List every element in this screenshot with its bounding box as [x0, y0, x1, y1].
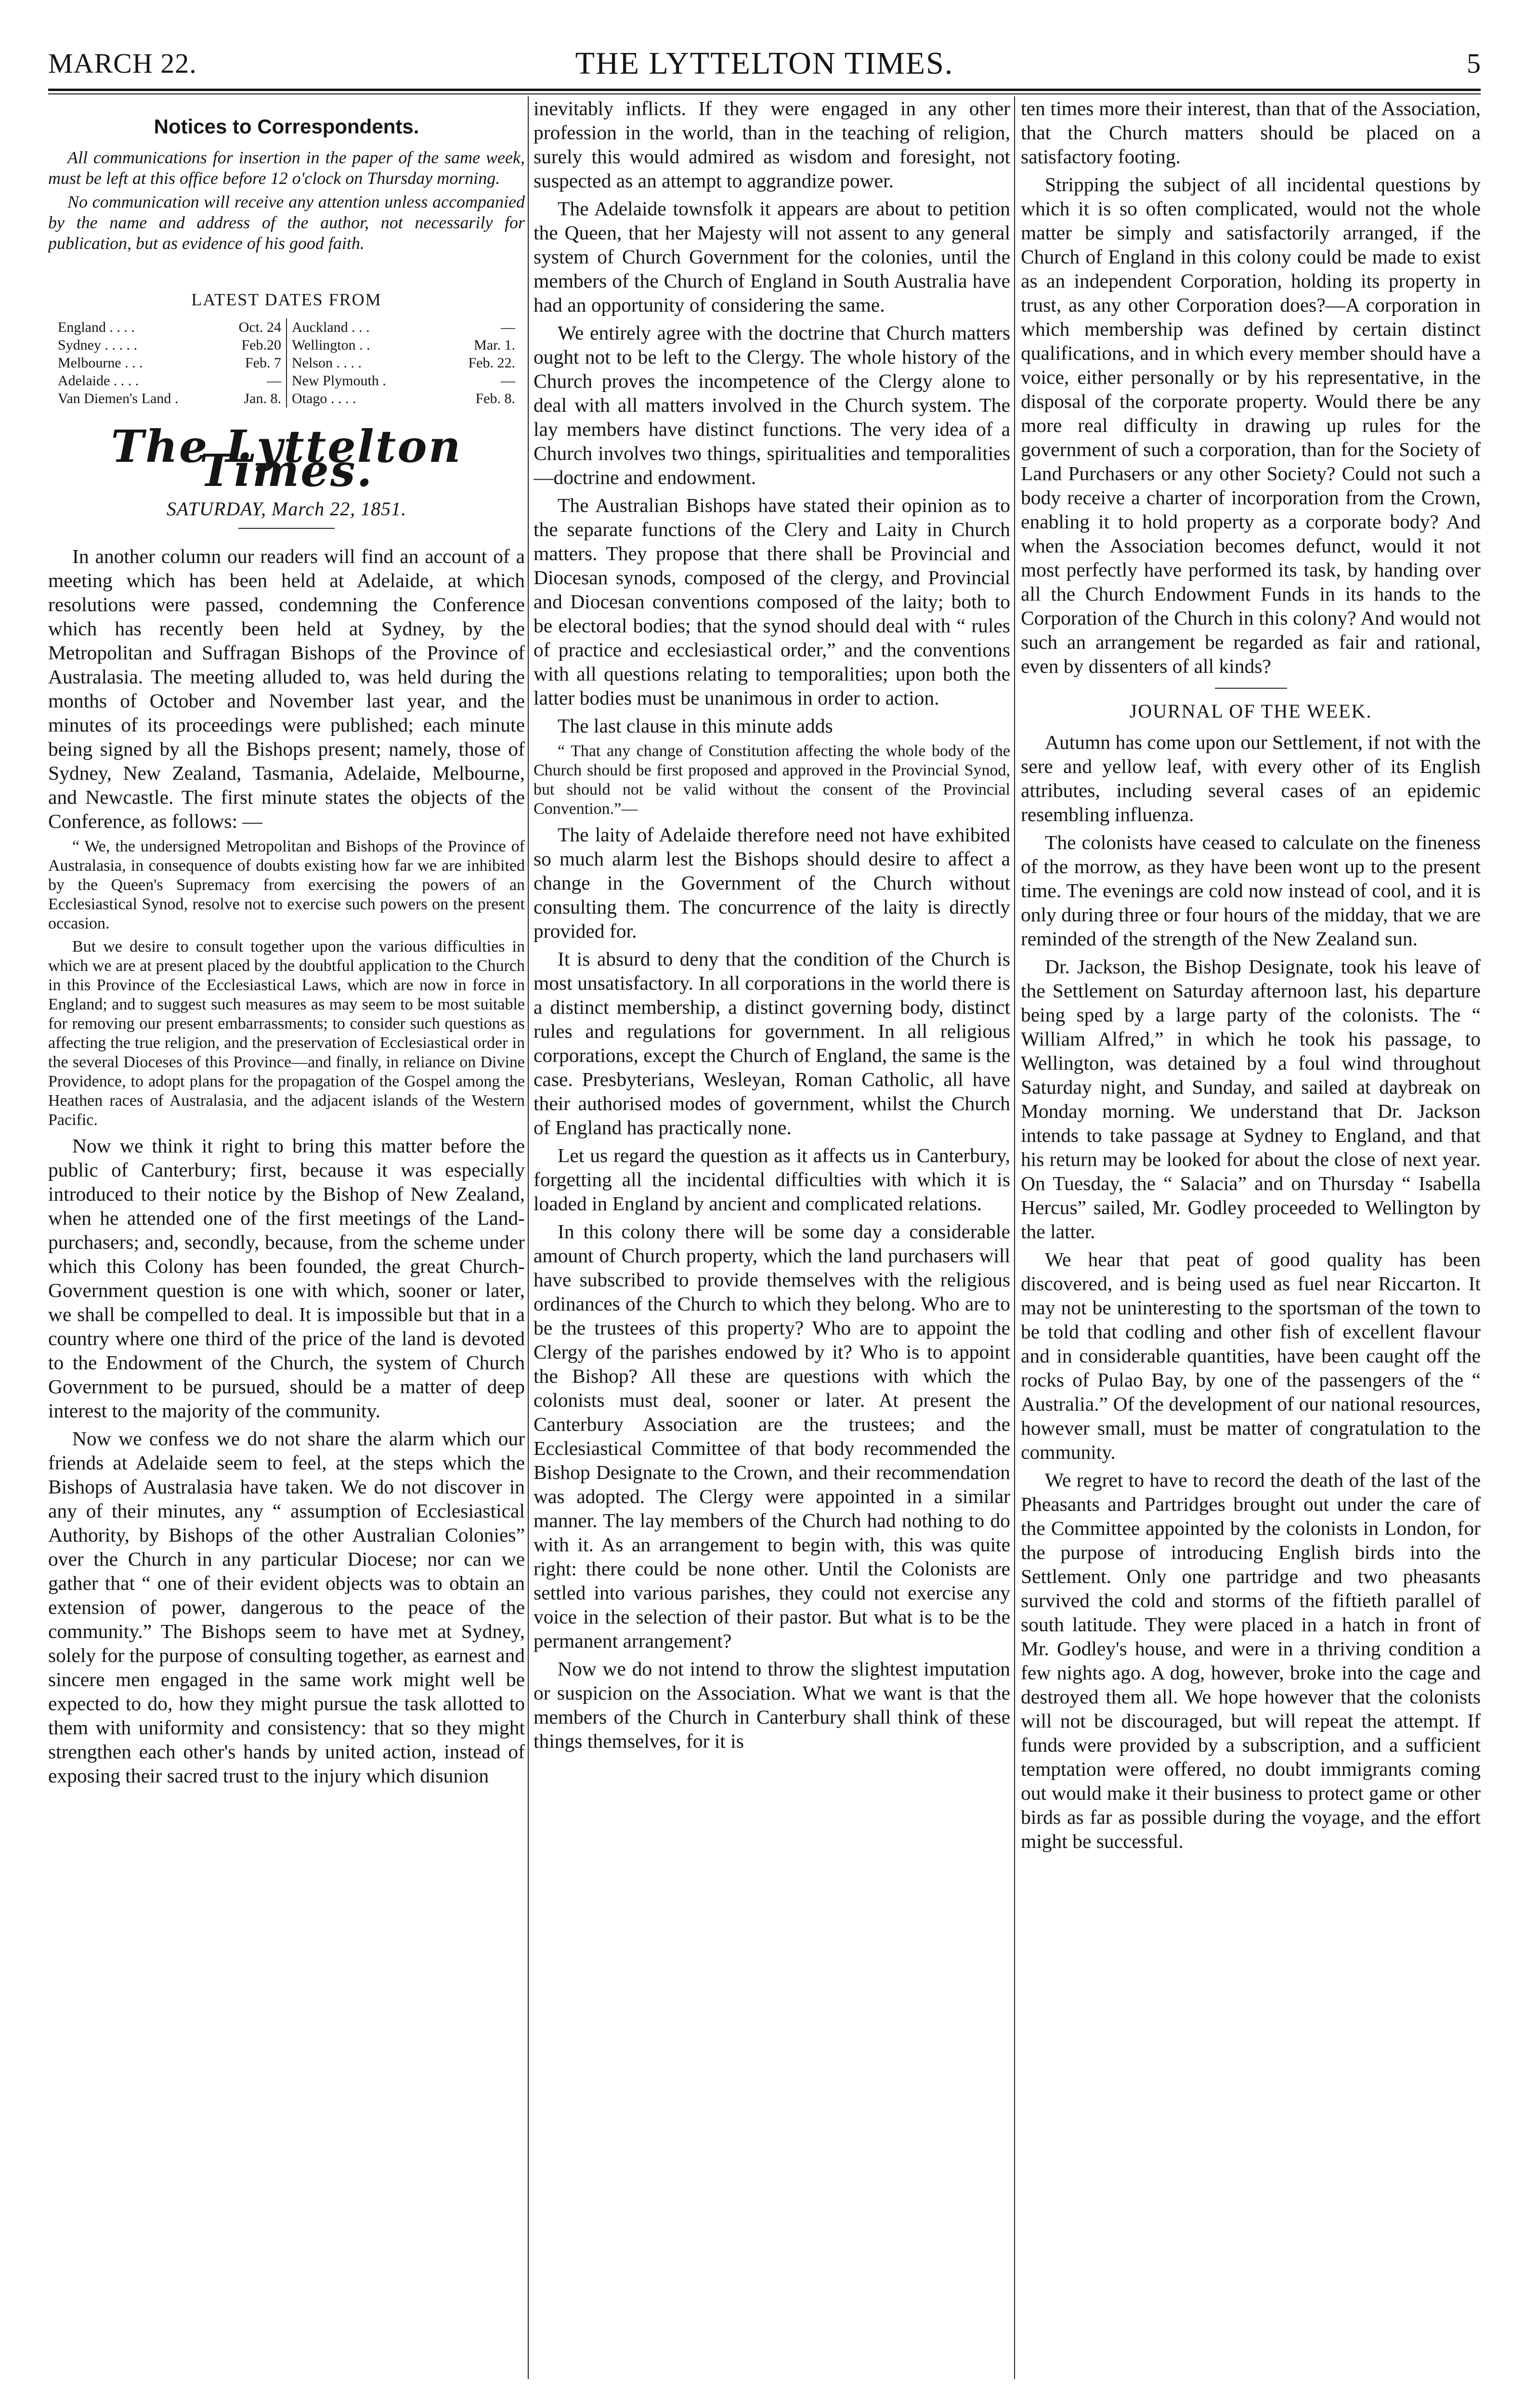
column-2-body — [534, 96, 1010, 1753]
latest-dates-row — [292, 318, 515, 336]
article-paragraph: The Adelaide townsfolk it appears are about to petition the Queen, that her Majesty will not assent to any general system of Church Government for the colonies, until the members of the Church of England in South Australia have had an opportunity of considering the same. — [534, 197, 1010, 316]
latest-dates-place: England . . . . — [58, 319, 135, 335]
latest-dates-right — [287, 318, 515, 407]
latest-dates-place: Van Diemen's Land . — [58, 391, 179, 406]
latest-dates-row — [58, 390, 281, 407]
article-paragraph: We entirely agree with the doctrine that Church matters ought not to be left to the Clergy. The whole history of the Church proves the incompetence of the Clergy alone to deal with all matters involved in the Church system. The lay members have distinct functions. The very idea of a Church involves two things, spiritualities and temporalities—doctrine and endowment. — [534, 322, 1010, 488]
article-paragraph: Now we do not intend to throw the slightest imputation or suspicion on the Association. What we want is that the members of the Church in Canterbury shall think of these things themselves, for it is — [534, 1658, 1010, 1752]
latest-dates-row — [292, 336, 515, 354]
article-paragraph: The Australian Bishops have stated their opinion as to the separate functions of the Clery and Laity in Church matters. They propose that there shall be Provincial and Diocesan synods, composed of the clergy, and Provincial and Diocesan conventions composed of the laity; both to be electoral bodies; that the synod should deal with “ rules of practice and ecclesiastical order,” and the conventions with all questions relating to temporalities; upon both the latter bodies must be unanimous in order to action. — [534, 494, 1010, 709]
column-2 — [534, 96, 1010, 2379]
latest-dates-heading: LATEST DATES FROM — [191, 290, 382, 309]
article-paragraph: inevitably inflicts. If they were engaged in any other profession in the world, than in the teaching of religion, surely this would admired as wisdom and foresight, not suspected as an attempt to aggrandize power. — [534, 97, 1010, 192]
masthead — [48, 41, 1481, 85]
article-paragraph: Dr. Jackson, the Bishop Designate, took his leave of the Settlement on Saturday afternoon last, his departure being sped by a large party of the colonists. The “ William Alfred,” in which he took his passage, to Wellington, was detained by a foul wind throughout Saturday night, and Sunday, and sailed at daybreak on Monday morning. We understand that Dr. Jackson intends to take passage at Sydney to England, and that his return may be looked for about the close of next year. On Tuesday, the “ Salacia” and on Thursday “ Isabella Hercus” sailed, Mr. Godley proceeded to Wellington by the latter. — [1021, 955, 1481, 1243]
quoted-minute: “ We, the undersigned Metropolitan and Bishops of the Province of Australasia, in consequence of doubts existing how far we are inhibited by the Queen's Supremacy from exercising the powers of an Ecclesiastical Synod, resolve not to exercise such powers on the present occasion. — [48, 838, 525, 932]
latest-dates-row — [292, 354, 515, 372]
article-paragraph: Now we confess we do not share the alarm which our friends at Adelaide seem to feel, at the steps which the Bishops of Australasia have taken. We do not discover in any of their minutes, any “ assumption of Ecclesiastical Authority, by Bishops of the other Australian Colonies” over the Church in any particular Diocese; nor can we gather that “ one of their evident objects was to obtain an extension of power, dangerous to the peace of the community.” The Bishops seem to have met at Sydney, solely for the purpose of consulting together, as earnest and sincere men engaged in the same work might well be expected to do, how they might pursue the task allotted to them with uniformity and consistency: that so they might strengthen each other's hands by united action, instead of exposing their sacred trust to the injury which disunion — [48, 1427, 525, 1787]
latest-dates-place: Auckland . . . — [292, 319, 370, 335]
paper-title: The Lyttelton Times. — [111, 420, 462, 497]
column-3 — [1021, 96, 1481, 2379]
article-paragraph: Autumn has come upon our Settlement, if not with the sere and yellow leaf, with every other of its English attributes, including several cases of an epidemic resembling influenza. — [1021, 731, 1481, 825]
latest-dates-place: Melbourne . . . — [58, 355, 143, 371]
latest-dates-date: — — [501, 319, 515, 335]
article-paragraph: Let us regard the question as it affects us in Canterbury, forgetting all the incidental difficulties with which it is loaded in England by ancient and complicated relations. — [534, 1144, 1010, 1215]
quoted-minute: But we desire to consult together upon the various difficulties in which we are at present placed by the doubtful application to the Church in this Province of the Ecclesiastical Laws, which are now in force in England; and to suggest such measures as may seem to be most suitable for removing our present embarrassments; to consider such questions as affecting the true religion, and the preservation of Ecclesiastical order in the several Dioceses of this Province—and finally, in reliance on Divine Providence, to adopt plans for the propagation of the Gospel among the Heathen races of Australasia, and the adjacent islands of the Western Pacific. — [48, 938, 525, 1129]
notices-heading: Notices to Correspondents. — [154, 115, 419, 138]
dateline: SATURDAY, March 22, 1851. — [166, 498, 407, 520]
column-1-body — [48, 544, 525, 1788]
notice-paragraph: All communications for insertion in the paper of the same week, must be left at this office before 12 o'clock on Thursday morning. — [48, 148, 525, 188]
latest-dates-date: Mar. 1. — [474, 337, 515, 353]
dateline-rule — [238, 528, 335, 529]
masthead-rule-thick — [48, 89, 1481, 91]
column-3-body — [1021, 96, 1481, 1853]
article-paragraph: Now we think it right to bring this matter before the public of Canterbury; first, because it was especially introduced to their notice by the Bishop of New Zealand, when he attended one of the first meetings of the Land-purchasers; and, secondly, because, from the scheme under which this Colony has been founded, the great Church-Government question is one with which, sooner or later, we shall be compelled to deal. It is impossible but that in a country where one third of the price of the land is devoted to the Endowment of the Church, the system of Church Government to be pursued, should be a matter of deep interest to the majority of the community. — [48, 1135, 525, 1422]
column-1 — [48, 96, 525, 2379]
article-paragraph: In this colony there will be some day a considerable amount of Church property, which the land purchasers will have subscribed to provide themselves with the religious ordinances of the Church to which they belong. Who are to be the trustees of this property? Who are to appoint the Clergy of the parishes endowed by it? Who is to appoint the Bishop? All these are questions with which the colonists must deal, sooner or later. At present the Canterbury Association are the trustees; and the Ecclesiastical Committee of that body recommended the Bishop Designate to the Crown, and their recommendation was adopted. The Clergy were appointed in a similar manner. The lay members of the Church had nothing to do with it. As an arrangement to begin with, this was quite right: there could be none other. Until the Colonists are settled into various parishes, they could not exercise any voice in the selection of their pastor. But what is to be the permanent arrangement? — [534, 1220, 1010, 1652]
latest-dates-row — [58, 372, 281, 390]
column-divider-1 — [528, 96, 529, 2379]
article-paragraph: It is absurd to deny that the condition of the Church is most unsatisfactory. In all corporations in the world there is a distinct membership, a distinct governing body, distinct rules and regulations for government. In all religious corporations, except the Church of England, the same is the case. Presbyterians, Wesleyan, Roman Catholic, all have their authorised modes of government, whilst the Church of England has practically none. — [534, 948, 1010, 1139]
latest-dates-row — [58, 354, 281, 372]
issue-date: MARCH 22. — [48, 48, 197, 79]
article-paragraph: We regret to have to record the death of the last of the Pheasants and Partridges brought out under the care of the Committee appointed by the colonists in London, for the purpose of introducing English birds into the Settlement. Only one partridge and two pheasants survived the cold and storms of the fiftieth parallel of south latitude. They were placed in a hatch in front of Mr. Godley's house, and were in a thriving condition a few nights ago. A dog, however, broke into the cage and destroyed them all. We hope however that the colonists will not be discouraged, but will repeat the attempt. If funds were provided by a subscription, and a sufficient temptation were offered, no doubt immigrants coming out would make it their business to protect game or other birds as far as possible during the voyage, and the effort might be successful. — [1021, 1469, 1481, 1852]
notice-paragraph: No communication will receive any attention unless accompanied by the name and address of the author, not necessarily for publication, but as evidence of his good faith. — [48, 192, 525, 253]
latest-dates-date: Jan. 8. — [244, 391, 281, 406]
latest-dates-date: Oct. 24 — [238, 319, 281, 335]
article-paragraph: Stripping the subject of all incidental questions by which it is so often complicated, would not the whole matter be simply and satisfactorily arranged, if the Church of England in this colony could be made to exist as an independent Corporation, holding its property in trust, as any other Corporation does?—A corporation in which membership was defined by certain distinct qualifications, and in which every member should have a voice, either personally or by his representative, in the disposal of the corporate property. Would there be any more real difficulty in drawing up rules for the government of such a corporation, than for the Society of Land Purchasers or any other Society? Could not such a body receive a charter of incorporation from the Crown, enabling it to hold property as a corporate body? And when the Association becomes defunct, would it not most perfectly have performed its task, by handing over all the Church Endowment Funds in its hands to the Corporation of the Church in this colony? And would not such an arrangement be regarded as fair and rational, even by dissenters of all kinds? — [1021, 173, 1481, 677]
masthead-rule-thin — [48, 93, 1481, 94]
latest-dates-place: Adelaide . . . . — [58, 373, 139, 389]
latest-dates-date: Feb. 7 — [245, 355, 281, 371]
article-paragraph: ten times more their interest, than that of the Association, that the Church matters should be placed on a satisfactory footing. — [1021, 97, 1481, 168]
latest-dates-place: Sydney . . . . . — [58, 337, 137, 353]
section-heading: JOURNAL OF THE WEEK. — [1129, 700, 1372, 722]
latest-dates-place: Nelson . . . . — [292, 355, 362, 371]
latest-dates-left — [58, 318, 287, 407]
latest-dates-place: Otago . . . . — [292, 391, 356, 406]
latest-dates-row — [58, 318, 281, 336]
page-number: 5 — [1467, 48, 1481, 79]
article-paragraph: We hear that peat of good quality has been discovered, and is being used as fuel near Riccarton. It may not be uninteresting to the sportsman of the town to be told that codling and other fish of excellent flavour and in considerable quantities, have been caught off the rocks of Pulao Bay, by one of the passengers of the “ Australia.” Of the development of our national resources, however small, must be matter of congratulation to the community. — [1021, 1248, 1481, 1463]
article-paragraph: The colonists have ceased to calculate on the fineness of the morrow, as they have been wont up to the present time. The evenings are cold now instead of cool, and it is only during three or four hours of the midday, that we are reminded of the strength of the New Zealand sun. — [1021, 831, 1481, 950]
latest-dates-place: New Plymouth . — [292, 373, 386, 389]
article-paragraph: The laity of Adelaide therefore need not have exhibited so much alarm lest the Bishops should desire to affect a change in the Government of the Church without consulting them. The concurrence of the laity is directly provided for. — [534, 824, 1010, 942]
latest-dates-row — [292, 372, 515, 390]
latest-dates-row — [58, 336, 281, 354]
latest-dates-row — [292, 390, 515, 407]
latest-dates-date: — — [267, 373, 281, 389]
latest-dates-date: Feb. 8. — [475, 391, 515, 406]
quoted-minute: “ That any change of Constitution affecting the whole body of the Church should be first proposed and approved in the Provincial Synod, but should not be valid without the consent of the Provincial Convention.”— — [534, 742, 1010, 818]
section-rule — [1215, 688, 1287, 689]
column-divider-2 — [1014, 96, 1015, 2379]
latest-dates-place: Wellington . . — [292, 337, 370, 353]
latest-dates-date: Feb. 22. — [468, 355, 515, 371]
latest-dates-date: Feb.20 — [241, 337, 281, 353]
latest-dates-date: — — [501, 373, 515, 389]
article-paragraph: In another column our readers will find an account of a meeting which has been held at Adelaide, at which resolutions were passed, condemning the Conference which has recently been held at Sydney, by the Metropolitan and Suffragan Bishops of the Province of Australasia. The meeting alluded to, was held during the months of October and November last year, and the minutes of its proceedings were published; each minute being signed by all the Bishops present; namely, those of Sydney, New Zealand, Tasmania, Adelaide, Melbourne, and Newcastle. The first minute states the objects of the Conference, as follows: — — [48, 545, 525, 832]
latest-dates-table — [58, 318, 515, 407]
article-paragraph: The last clause in this minute adds — [558, 715, 833, 737]
newspaper-title: THE LYTTELTON TIMES. — [575, 46, 954, 81]
